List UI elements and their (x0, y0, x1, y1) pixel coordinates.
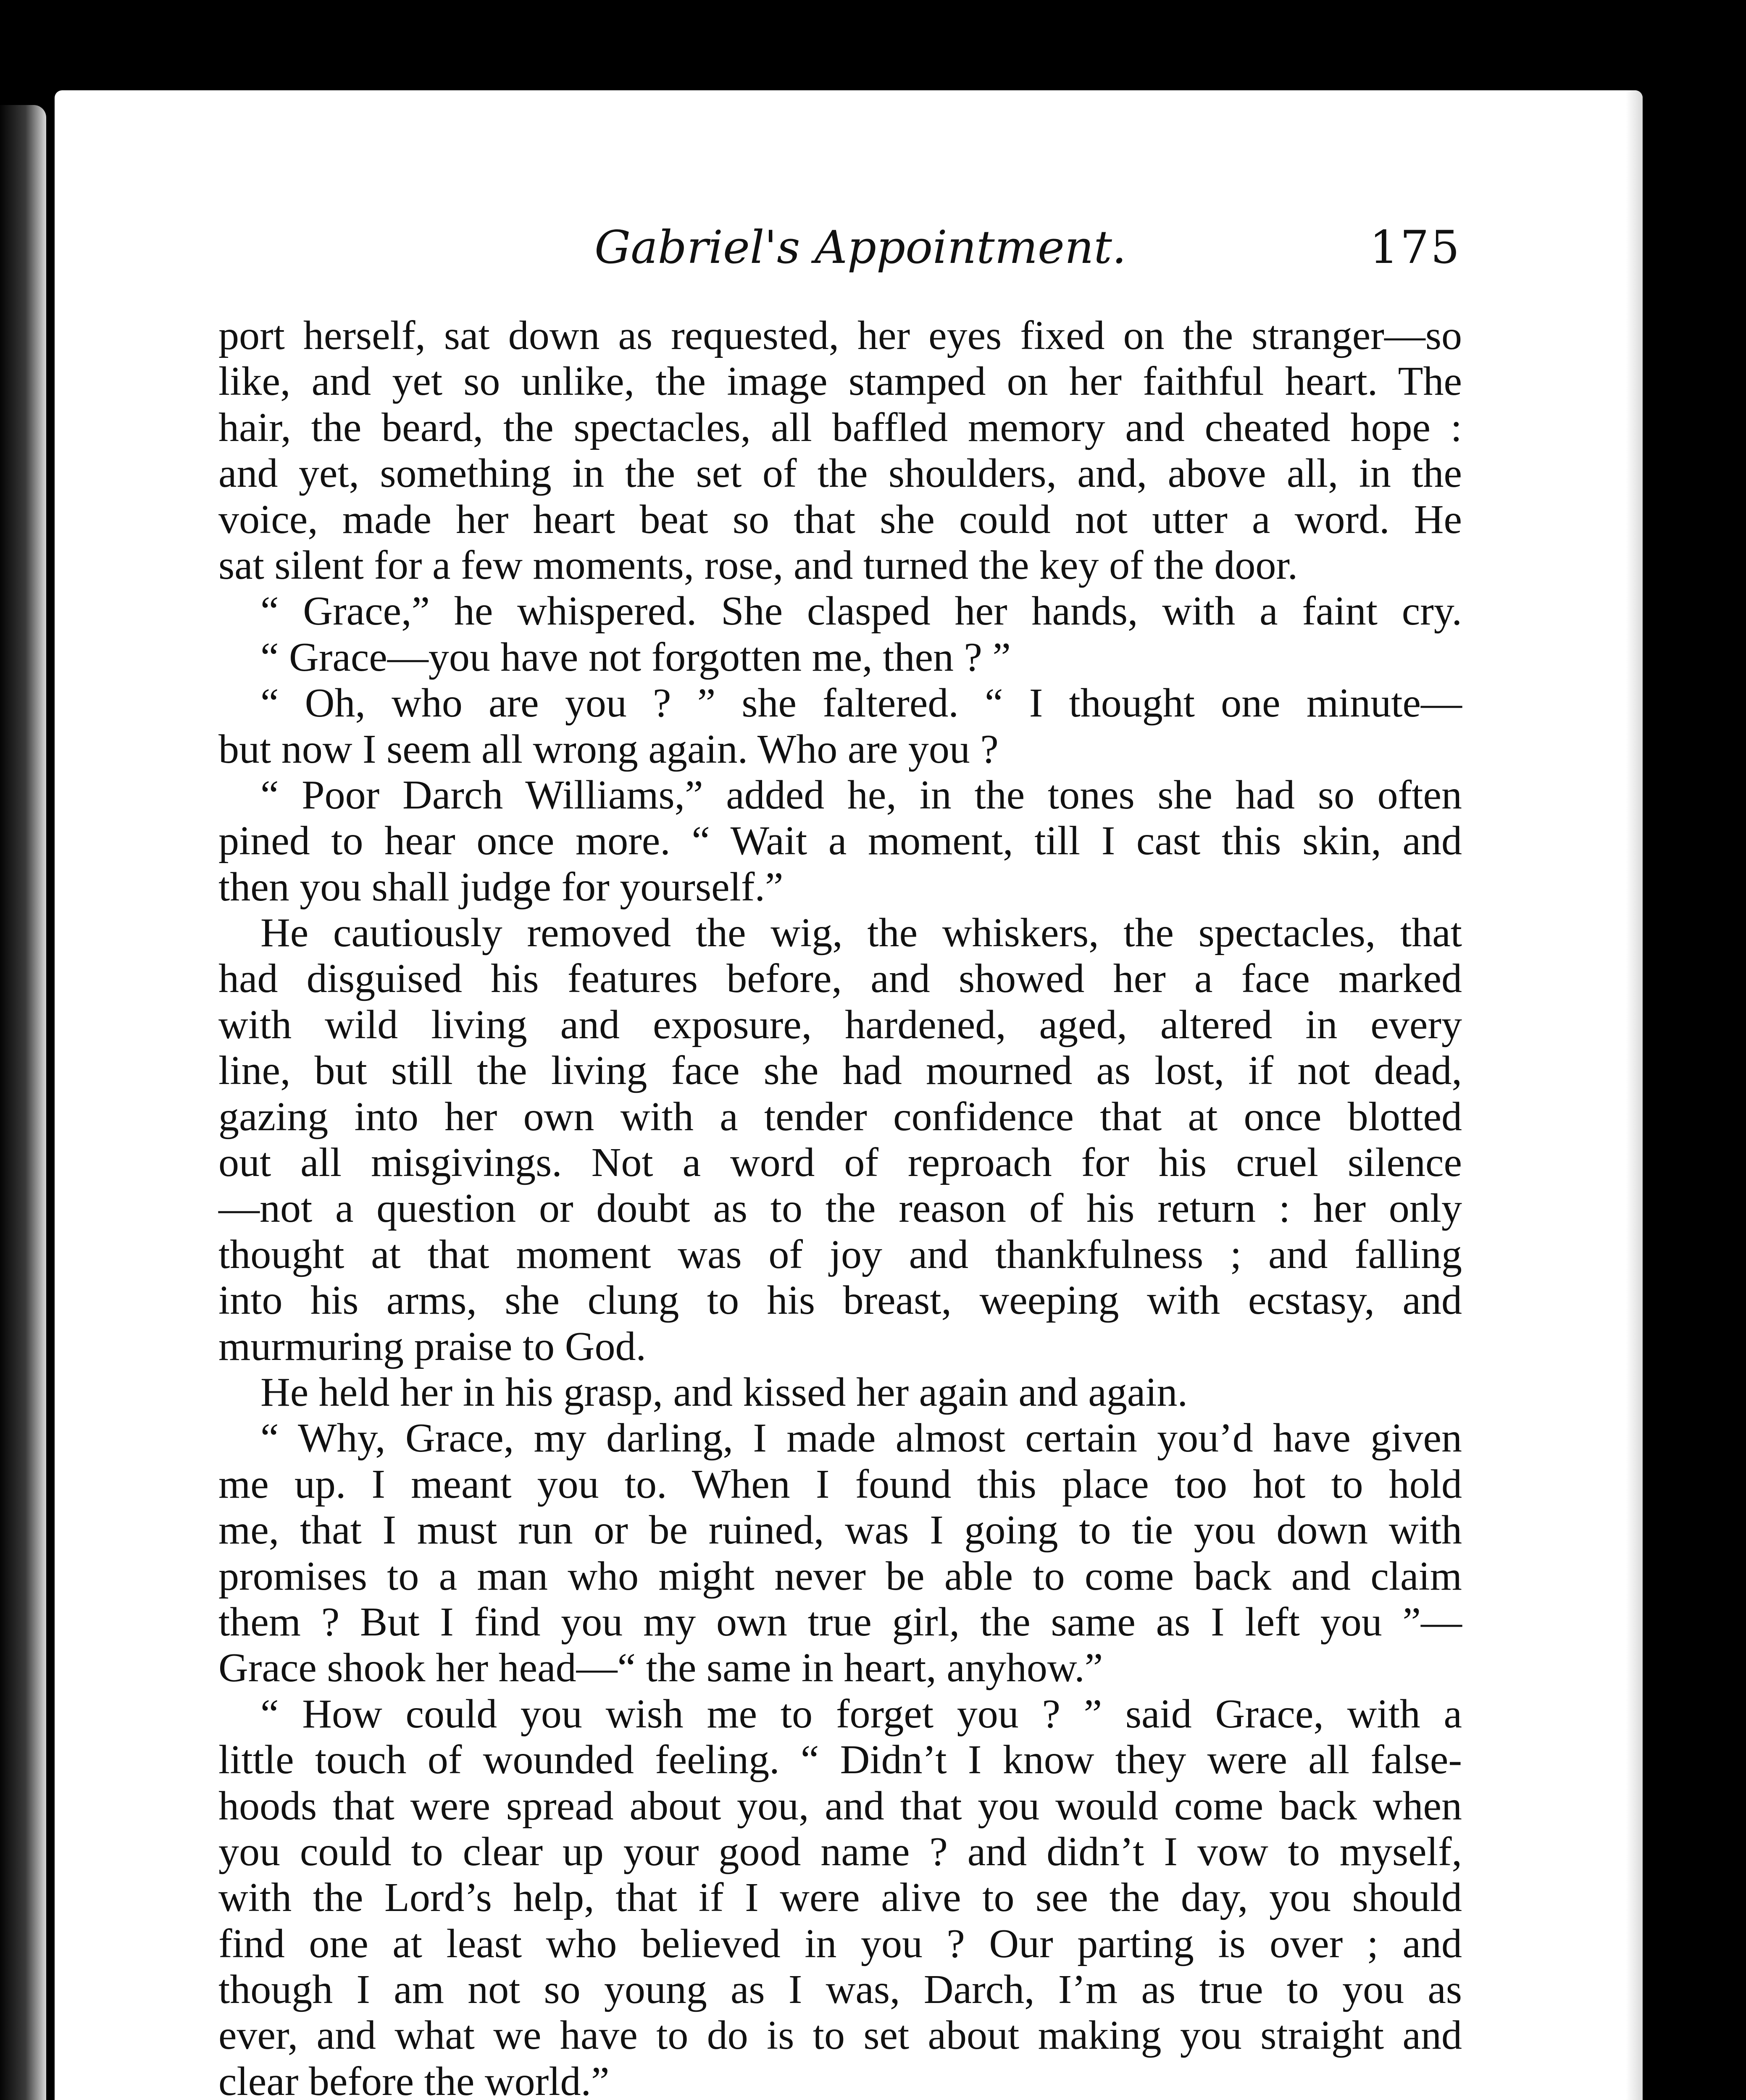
text-line: “ Poor Darch Williams,” added he, in the tones she had so often (260, 772, 1462, 818)
text-line: gazing into her own with a tender confidence that at once blotted (218, 1094, 1462, 1139)
book-spine-edge (0, 105, 46, 2100)
text-line: He held her in his grasp, and kissed her again and again. (260, 1369, 1188, 1415)
body-text (218, 313, 1462, 2100)
text-line: though I am not so young as I was, Darch, I’m as true to you as (218, 1967, 1462, 2013)
text-line: port herself, sat down as requested, her eyes fixed on the stranger—so (218, 313, 1462, 358)
text-line: hoods that were spread about you, and that you would come back when (218, 1783, 1462, 1829)
text-line: He cautiously removed the wig, the whiskers, the spectacles, that (260, 910, 1462, 956)
text-line: find one at least who believed in you ? Our parting is over ; and (218, 1921, 1462, 1966)
text-line: thought at that moment was of joy and thankfulness ; and falling (218, 1231, 1462, 1277)
text-line: “ Oh, who are you ? ” she faltered. “ I thought one minute— (260, 680, 1462, 726)
text-line: voice, made her heart beat so that she could not utter a word. He (218, 496, 1462, 542)
text-line: promises to a man who might never be able to come back and claim (218, 1553, 1462, 1599)
text-line: “ Grace,” he whispered. She clasped her hands, with a faint cry. (260, 588, 1462, 634)
text-line: into his arms, she clung to his breast, weeping with ecstasy, and (218, 1278, 1462, 1323)
text-line: little touch of wounded feeling. “ Didn’t I know they were all false- (218, 1737, 1462, 1783)
text-line: “ Why, Grace, my darling, I made almost certain you’d have given (260, 1415, 1462, 1461)
text-line: like, and yet so unlike, the image stamped on her faithful heart. The (218, 359, 1462, 404)
text-line: clear before the world.” (218, 2058, 610, 2100)
running-header (55, 214, 1643, 281)
text-line: and yet, something in the set of the shoulders, and, above all, in the (218, 451, 1462, 496)
text-line: line, but still the living face she had mourned as lost, if not dead, (218, 1048, 1462, 1094)
text-line: “ How could you wish me to forget you ? ” said Grace, with a (260, 1691, 1462, 1737)
text-line: me up. I meant you to. When I found this place too hot to hold (218, 1461, 1462, 1507)
text-line: Grace shook her head—“ the same in heart, anyhow.” (218, 1645, 1103, 1691)
text-line: me, that I must run or be ruined, was I going to tie you down with (218, 1507, 1462, 1553)
text-line: hair, the beard, the spectacles, all baffled memory and cheated hope : (218, 404, 1462, 450)
book-page (55, 90, 1643, 2100)
text-line: ever, and what we have to do is to set about making you straight and (218, 2013, 1462, 2058)
text-line: you could to clear up your good name ? and didn’t I vow to myself, (218, 1829, 1462, 1874)
text-line: murmuring praise to God. (218, 1323, 646, 1369)
text-line: them ? But I find you my own true girl, the same as I left you ”— (218, 1599, 1462, 1645)
text-line: with the Lord’s help, that if I were alive to see the day, you should (218, 1875, 1462, 1921)
text-line: but now I seem all wrong again. Who are you ? (218, 726, 999, 772)
text-line: had disguised his features before, and showed her a face marked (218, 956, 1462, 1002)
page-number: 175 (1370, 221, 1462, 274)
text-line: —not a question or doubt as to the reason of his return : her only (218, 1186, 1462, 1231)
text-line: pined to hear once more. “ Wait a moment, till I cast this skin, and (218, 818, 1462, 864)
text-line: with wild living and exposure, hardened, aged, altered in every (218, 1002, 1462, 1047)
text-line: “ Grace—you have not forgotten me, then ? ” (260, 634, 1011, 680)
running-title: Gabriel's Appointment. (594, 221, 1127, 274)
text-line: out all misgivings. Not a word of reproach for his cruel silence (218, 1140, 1462, 1186)
text-line: then you shall judge for yourself.” (218, 864, 784, 910)
page-edge-shadow (1626, 90, 1643, 2100)
text-line: sat silent for a few moments, rose, and turned the key of the door. (218, 542, 1298, 588)
